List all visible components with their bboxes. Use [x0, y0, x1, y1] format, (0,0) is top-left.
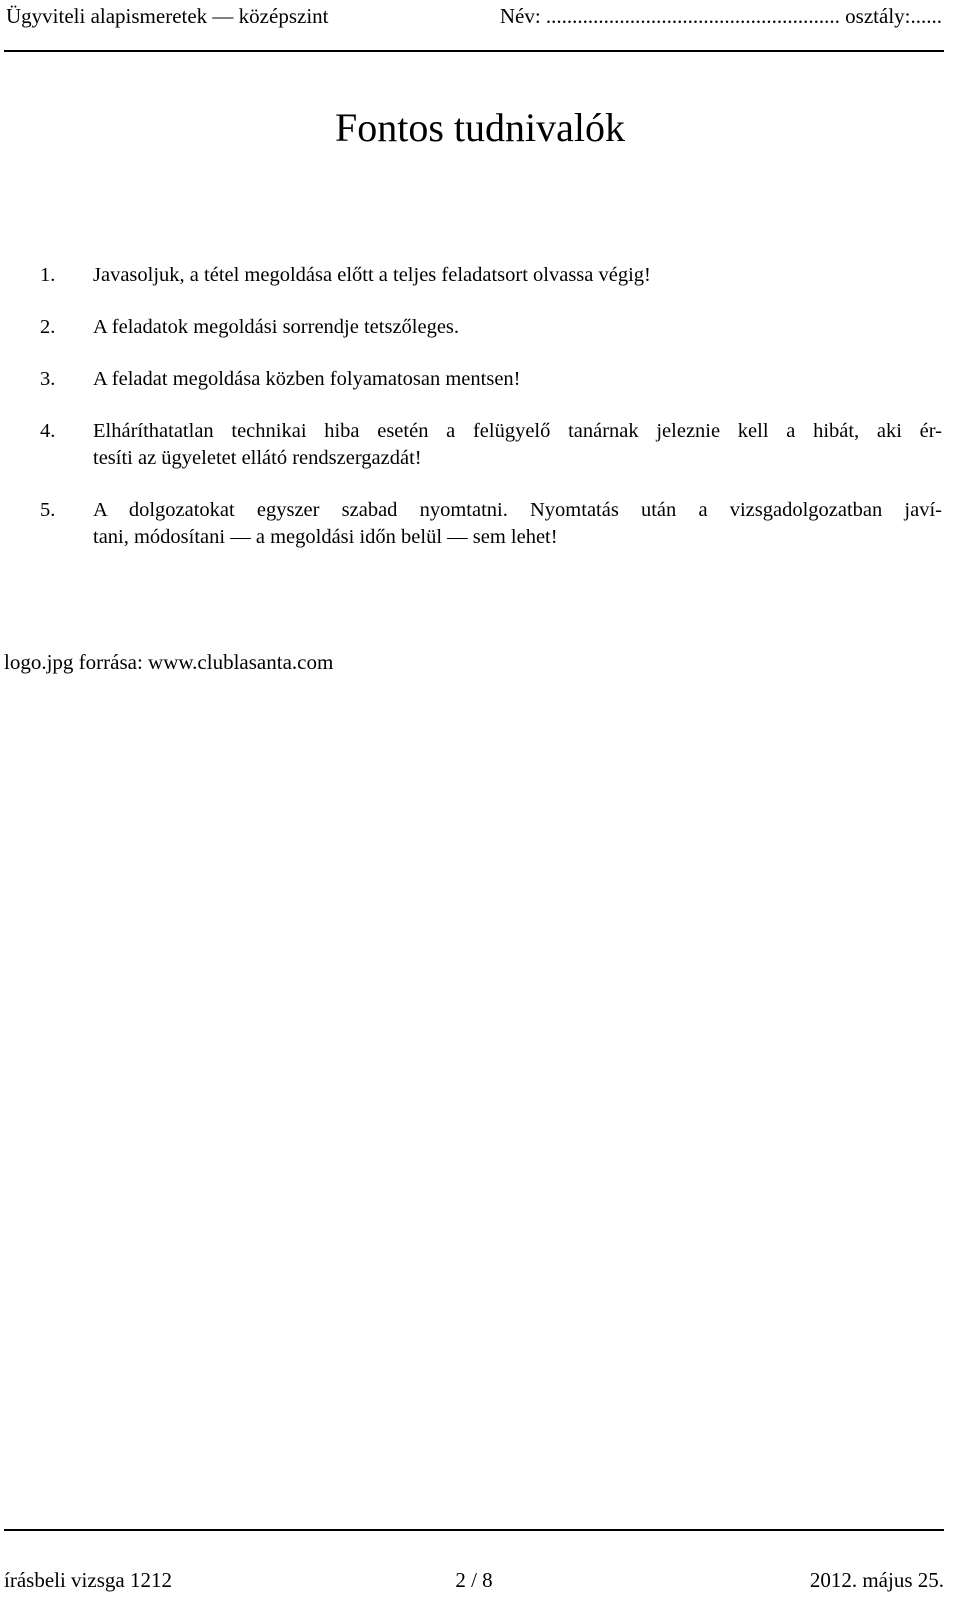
list-item [40, 314, 942, 341]
list-item-number: 3. [40, 368, 56, 390]
list-item-text: tani, módosítani — a megoldási időn belül — sem lehet! [93, 526, 558, 548]
list-item [40, 366, 942, 393]
list-item-number: 2. [40, 316, 56, 338]
footer-page-number: 2 / 8 [455, 1568, 493, 1592]
page-header [6, 4, 942, 44]
page-title: Fontos tudnivalók [334, 105, 626, 150]
list-item [40, 497, 942, 551]
header-name-class-field: Név: ........................................................ osztály:...... [499, 4, 942, 28]
list-item-text: tesíti az ügyeletet ellátó rendszergazdát! [93, 447, 422, 469]
list-item-number: 5. [40, 499, 56, 521]
image-source-note: logo.jpg forrása: www.clublasanta.com [4, 650, 334, 674]
list-item-text: Elháríthatatlan technikai hiba esetén a felügyelő tanárnak jeleznie kell a hibát, aki ér- [93, 420, 942, 442]
list-item [40, 262, 942, 289]
footer-date: 2012. május 25. [809, 1568, 944, 1592]
footer-exam-code: írásbeli vizsga 1212 [4, 1568, 172, 1592]
list-item-text: A feladatok megoldási sorrendje tetszőleges. [93, 316, 460, 338]
page-footer [4, 1566, 944, 1596]
list-item-text: A feladat megoldása közben folyamatosan mentsen! [93, 368, 521, 390]
footer-rule [4, 1529, 944, 1531]
list-item-text: Javasoljuk, a tétel megoldása előtt a teljes feladatsort olvassa végig! [93, 264, 651, 286]
instructions-list [40, 262, 942, 576]
header-subject: Ügyviteli alapismeretek — középszint [6, 4, 329, 28]
header-rule [4, 50, 944, 52]
list-item-number: 4. [40, 420, 56, 442]
list-item-text: A dolgozatokat egyszer szabad nyomtatni. Nyomtatás után a vizsgadolgozatban javí- [93, 499, 942, 521]
list-item-number: 1. [40, 264, 56, 286]
list-item [40, 418, 942, 472]
